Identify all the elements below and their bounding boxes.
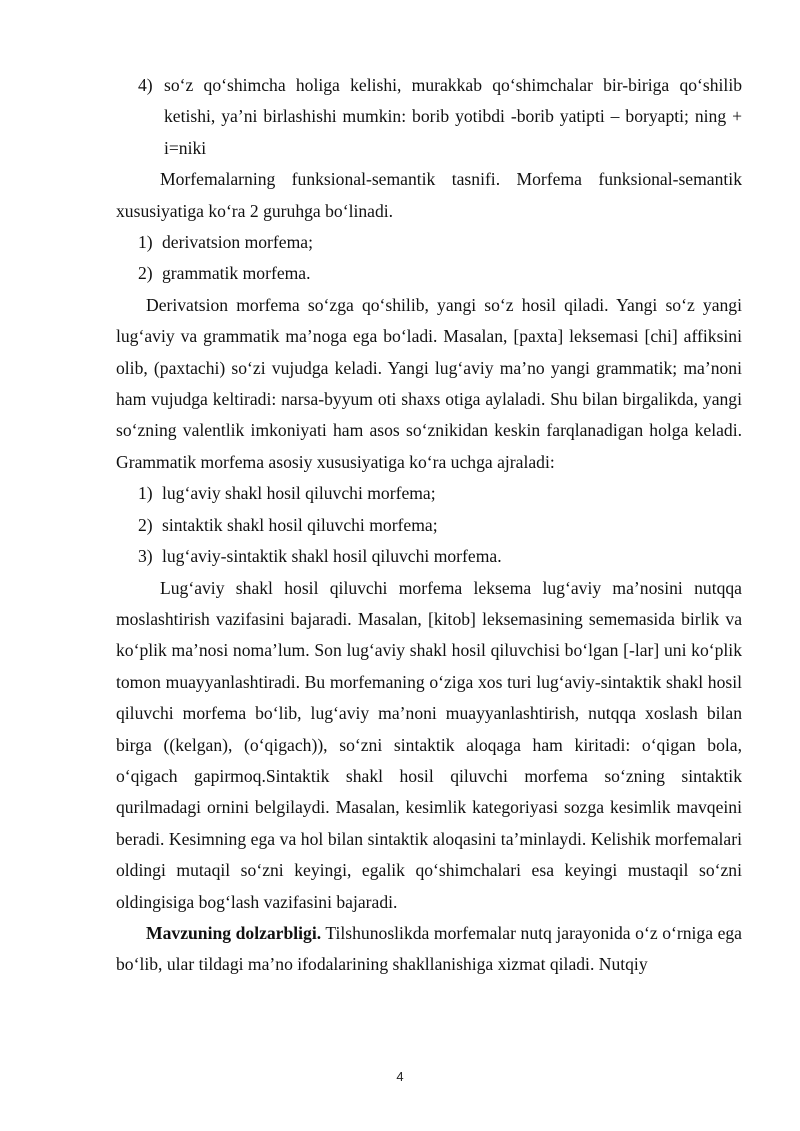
paragraph-classification: Morfemalarning funksional-semantik tasnifi. Morfema funksional-semantik xususiyatiga ko‘ra 2 guruhga bo‘linadi.	[116, 169, 742, 221]
list-text: grammatik morfema.	[162, 263, 311, 284]
list-item-syntactic-form	[116, 510, 742, 541]
list-number: 1)	[138, 232, 153, 253]
page-number: 4	[396, 1069, 404, 1084]
list-text: lug‘aviy shakl hosil qiluvchi morfema;	[162, 483, 436, 504]
list-text: so‘z qo‘shimcha holiga kelishi, murakkab qo‘shimchalar bir-biriga qo‘shilib ketishi, ya’ni birlashishi mumkin: borib yotibdi -borib yatipti – boryapti; ning + i=niki	[164, 75, 742, 158]
paragraph-relevance	[116, 918, 742, 981]
list-item-grammatical	[116, 258, 742, 289]
list-text: derivatsion morfema;	[162, 232, 313, 253]
list-number: 3)	[138, 546, 153, 567]
list-item-lexical-form	[116, 478, 742, 509]
list-number: 2)	[138, 514, 153, 535]
list-number: 1)	[138, 483, 153, 504]
list-text: lug‘aviy-sintaktik shakl hosil qiluvchi morfema.	[162, 546, 502, 567]
section-heading: Mavzuning dolzarbligi.	[146, 922, 322, 943]
body-text	[116, 70, 742, 981]
list-number: 4)	[138, 75, 153, 95]
list-text: sintaktik shakl hosil qiluvchi morfema;	[162, 514, 438, 535]
list-item-4	[116, 70, 742, 164]
list-item-lexical-syntactic-form	[116, 541, 742, 572]
list-item-derivational	[116, 227, 742, 258]
list-number: 2)	[138, 263, 153, 284]
paragraph-lexical-morpheme: Lug‘aviy shakl hosil qiluvchi morfema leksema lug‘aviy ma’nosini nutqqa moslashtirish vazifasini bajaradi. Masalan, [kitob] leksemasining sememasida birlik va ko‘plik ma’nosi noma’lum. Son lug‘aviy shakl hosil qiluvchisi bo‘lgan [-lar] uni ko‘plik tomon muayyanlashtiradi. Bu morfemaning o‘ziga xos turi lug‘aviy-sintaktik shakl hosil qiluvchi morfema bo‘lib, lug‘aviy ma’noni muayyanlashtirish, nutqqa xoslash bilan birga ((kelgan), (o‘qigach)), so‘zni sintaktik aloqaga ham kiritadi: o‘qigan bola, o‘qigach gapirmoq.Sintaktik shakl hosil qiluvchi morfema so‘zning sintaktik qurilmadagi ornini belgilaydi. Masalan, kesimlik kategoriyasi sozga kesimlik mavqeini beradi. Kesimning ega va hol bilan sintaktik aloqasini ta’minlaydi. Kelishik morfemalari oldingi mutaqil so‘zni keyingi, egalik qo‘shimchalari esa keyingi mustaqil so‘zni oldingisiga bog‘lash vazifasini bajaradi.	[116, 577, 742, 912]
paragraph-text: Tilshunoslikda morfemalar nutq jarayonida o‘z o‘rniga ega bo‘lib, ular tildagi ma’no ifodalarining shakllanishiga xizmat qiladi. Nutqiy	[116, 922, 742, 975]
paragraph-derivational: Derivatsion morfema so‘zga qo‘shilib, yangi so‘z hosil qiladi. Yangi so‘z yangi lug‘aviy va grammatik ma’noga ega bo‘ladi. Masalan, [paxta] leksemasi [chi] affiksini olib, (paxtachi) so‘zi vujudga keladi. Yangi lug‘aviy ma’no yangi grammatik; ma’noni ham vujudga keltiradi: narsa-byyum oti shaxs otiga aylaladi. Shu bilan birgalikda, yangi so‘zning valentlik imkoniyati ham asos so‘znikidan keskin farqlanadigan holga keladi. Grammatik morfema asosiy xususiyatiga ko‘ra uchga ajraladi:	[116, 294, 742, 472]
